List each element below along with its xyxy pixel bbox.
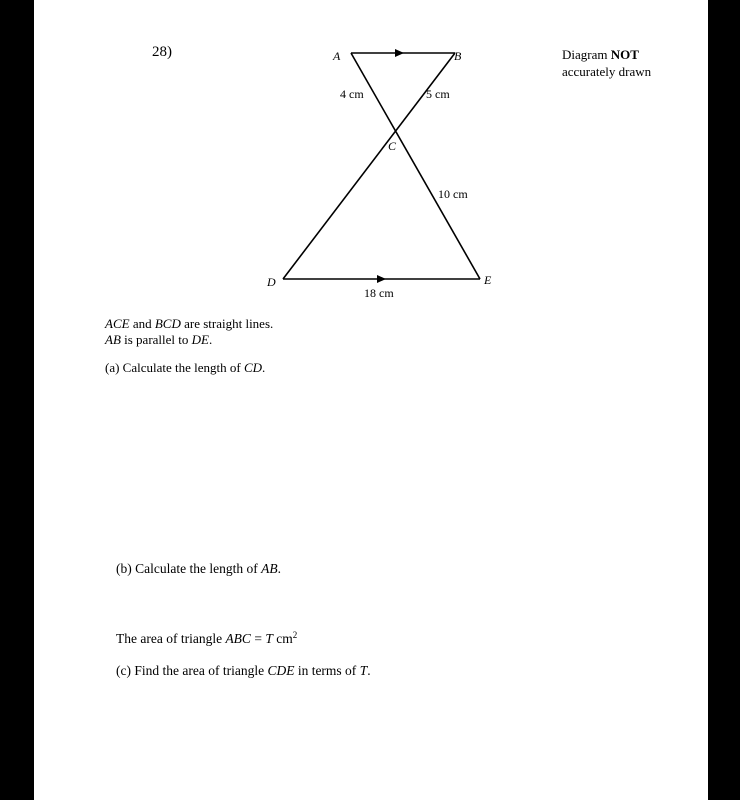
term: T	[359, 663, 368, 678]
parallel-arrow-ab	[395, 49, 404, 57]
statement-text: is parallel to	[120, 332, 192, 347]
label-a: A	[333, 49, 341, 63]
question-number: 28)	[152, 44, 172, 60]
note-emphasis: NOT	[610, 47, 639, 62]
term: DE	[191, 332, 209, 347]
note-text-line2: accurately drawn	[562, 64, 652, 79]
part-text: .	[367, 663, 371, 678]
part-text: .	[262, 360, 266, 375]
term: BCD	[154, 316, 181, 331]
statement-text: and	[129, 316, 155, 331]
term: CDE	[267, 663, 295, 678]
area-text: cm	[272, 631, 293, 646]
part-c	[116, 664, 371, 678]
diagram-note	[562, 46, 651, 80]
part-text: (c) Find the area of triangle	[116, 663, 268, 678]
area-text: The area of triangle	[116, 631, 226, 646]
statement-text: .	[209, 332, 213, 347]
term: ACE	[105, 316, 130, 331]
part-text: (a) Calculate the length of	[105, 360, 244, 375]
question-statement	[105, 316, 273, 348]
worksheet-page	[34, 0, 708, 800]
exponent: 2	[292, 630, 298, 640]
area-statement	[116, 632, 297, 646]
length-ac: 4 cm	[340, 87, 364, 101]
part-text: in terms of	[294, 663, 360, 678]
label-b: B	[454, 49, 462, 63]
term: T	[265, 631, 273, 646]
label-e: E	[484, 273, 492, 287]
length-ce: 10 cm	[438, 187, 468, 201]
area-text: =	[250, 631, 266, 646]
term: ABC	[225, 631, 251, 646]
term: CD	[243, 360, 263, 375]
label-c: C	[388, 139, 397, 153]
length-de: 18 cm	[364, 286, 394, 300]
parallel-arrow-de	[377, 275, 386, 283]
part-text: .	[277, 561, 281, 576]
statement-text: are straight lines.	[180, 316, 274, 331]
part-a	[105, 361, 265, 374]
part-text: (b) Calculate the length of	[116, 561, 262, 576]
label-d: D	[267, 275, 276, 289]
note-text: Diagram	[562, 47, 611, 62]
segment-ace	[351, 53, 480, 279]
length-bc: 5 cm	[426, 87, 450, 101]
term: AB	[261, 561, 278, 576]
part-b	[116, 562, 281, 576]
term: AB	[105, 332, 121, 347]
